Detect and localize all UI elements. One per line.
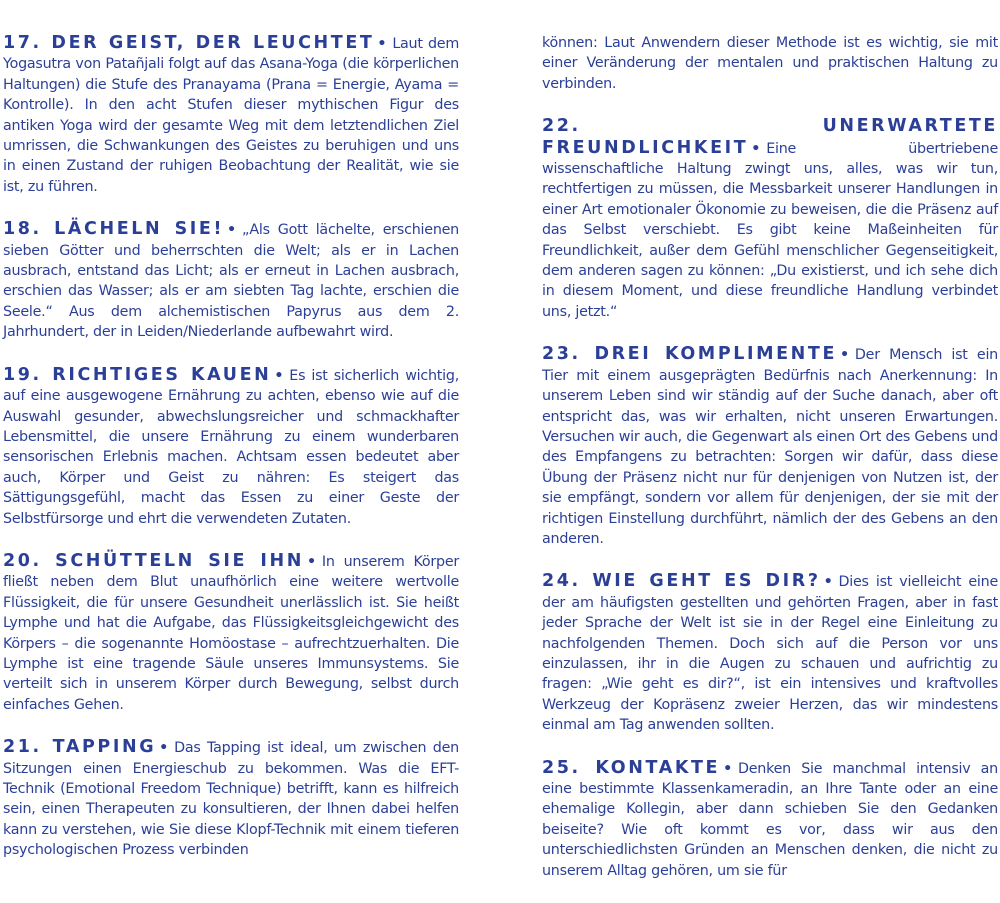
entry-20 [3,551,459,715]
entry-text: Es ist sicherlich wichtig, auf eine ausgewogene Ernährung zu achten, ebenso wie auf die Auswahl gesunder, abwechslungsreicher und schmackhafter Lebensmittel, die unsere Ernährung zu einem wunderbaren sensorischen Erlebnis machen. Achtsam essen bedeutet aber auch, Körper und Geist zu nähren: Es steigert das Sättigungsgefühl, macht das Essen zu einer Geste der Selbstfürsorge und ehrt die verwendeten Zutaten. [3,367,459,527]
bullet-separator: • [823,574,833,591]
entry-heading: 18. LÄCHELN SIE! [3,219,225,240]
entry-heading: 20. SCHÜTTELN SIE IHN [3,550,305,571]
entry-heading: 21. TAPPING [3,737,157,758]
entry-17 [3,33,459,197]
bullet-separator: • [751,140,761,157]
entry-text: Eine übertriebene wissenschaftliche Haltung zwingt uns, alles, was wir tun, rechtfertigen zu müssen, die Messbarkeit unserer Handlungen in einer Art emotionaler Ökonomie zu beweisen, die die Präsenz auf das Selbst verschiebt. Es gibt keine Maßeinheiten für Freundlichkeit, außer dem Gefühl menschlicher Gegenseitigkeit, dem anderen sagen zu können: „Du existierst, und ich sehe dich in diesem Moment, und diese freundliche Handlung verbindet uns, jetzt.“ [542,140,998,320]
entry-21 [3,737,459,860]
entry-heading: 23. DREI KOMPLIMENTE [542,344,838,365]
bullet-separator: • [723,760,732,777]
entry-22 [542,116,998,322]
entry-text: Der Mensch ist ein Tier mit einem ausgeprägten Bedürfnis nach Anerkennung: In unserem Leben sind wir ständig auf der Suche danach, aber oft entspricht das, was wir erhalten, nicht unseren Erwartungen. Versuchen wir auch, die Gegenwart als einen Ort des Gebens und des Empfangens zu betrachten: Sorgen wir dafür, dass diese Übung der Präsenz nicht nur für denjenigen von Nutzen ist, der sie empfängt, sondern vor allem für denjenigen, der sie mit der richtigen Einstellung durchführt, nämlich der des Gebens an den anderen. [542,347,998,547]
entry-24 [542,571,998,735]
entry-23 [542,344,998,549]
entry-21-continuation [542,33,998,94]
entry-18 [3,219,459,342]
entry-text: können: Laut Anwendern dieser Methode ist es wichtig, sie mit einer Veränderung der mentalen und praktischen Haltung zu verbinden. [542,35,998,92]
entry-text: Laut dem Yogasutra von Patañjali folgt auf das Asana-Yoga (die körperlichen Haltungen) die Stufe des Pranayama (Prana = Energie, Ayama = Kontrolle). In den acht Stufen dieser mythischen Figur des antiken Yoga wird der gesamte Weg mit dem letztendlichen Ziel umrissen, die Schwankungen des Geistes zu beruhigen und uns in einen Zustand der ruhigen Beobachtung der Realität, wie sie ist, zu führen. [3,36,459,195]
entry-25 [542,758,998,881]
entry-heading: 25. KONTAKTE [542,757,721,778]
bullet-separator: • [159,740,169,757]
left-column [3,33,459,883]
right-column [542,33,998,903]
entry-19 [3,365,459,529]
entry-heading: 17. DER GEIST, DER LEUCHTET [3,33,375,53]
entry-text: Denken Sie manchmal intensiv an eine bestimmte Klassenkameradin, an Ihre Tante oder an eine ehemalige Kollegin, aber dann schieben Sie den Gedanken beiseite? Wie oft kommt es vor, dass wir aus den unterschiedlichsten Gründen an Menschen denken, die nicht zu unserem Alltag gehören, um sie für [542,760,998,879]
entry-text: Dies ist vielleicht eine der am häufigsten gestellten und gehörten Fragen, aber in fast jeder Sprache der Welt ist sie in der Regel eine Einleitung zu nachfolgenden Themen. Doch sich auf die Person vor uns einzulassen, ihr in die Augen zu schauen und aufrichtig zu fragen: „Wie geht es dir?“, ist ein intensives und kraftvolles Werkzeug der Kopräsenz zweier Herzen, das wir mindestens einmal am Tag anwenden sollten. [542,574,999,734]
entry-text: „Als Gott lächelte, erschienen sieben Götter und beherrschten die Welt; als er in Lachen ausbrach, entstand das Licht; als er erneut in Lachen ausbrach, erschien das Wasser; als er am siebten Tag lachte, erschien die Seele.“ Aus dem alchemistischen Papyrus aus dem 2. Jahrhundert, der in Leiden/Niederlande aufbewahrt wird. [3,222,459,341]
bullet-separator: • [227,222,236,239]
entry-heading: 24. WIE GEHT ES DIR? [542,571,821,592]
bullet-separator: • [377,36,387,52]
entry-text: Das Tapping ist ideal, um zwischen den Sitzungen einen Energieschub zu bekommen. Was die EFT-Technik (Emotional Freedom Technique) betrifft, kann es hilfreich sein, einen Therapeuten zu konsultieren, der Ihnen dabei helfen kann zu verstehen, wie Sie diese Klopf-Technik mit einem tieferen psychologischen Prozess verbinden [3,740,459,859]
entry-text: In unserem Körper fließt neben dem Blut unaufhörlich eine weitere wertvolle Flüssigkeit, die für unsere Gesundheit unerlässlich ist. Sie heißt Lymphe und hat die Aufgabe, das Flüssigkeitsgleichgewicht des Körpers – die sogenannte Homöostase – aufrechtzuerhalten. Die Lymphe ist eine tragende Säule unseres Immunsystems. Sie verteilt sich in unserem Körper durch Bewegung, selbst durch einfaches Gehen. [3,553,459,713]
bullet-separator: • [274,367,284,384]
entry-heading: 22. UNERWARTETE FREUNDLICHKEIT [542,116,998,158]
bullet-separator: • [307,553,316,570]
bullet-separator: • [840,347,849,364]
entry-heading: 19. RICHTIGES KAUEN [3,364,272,385]
